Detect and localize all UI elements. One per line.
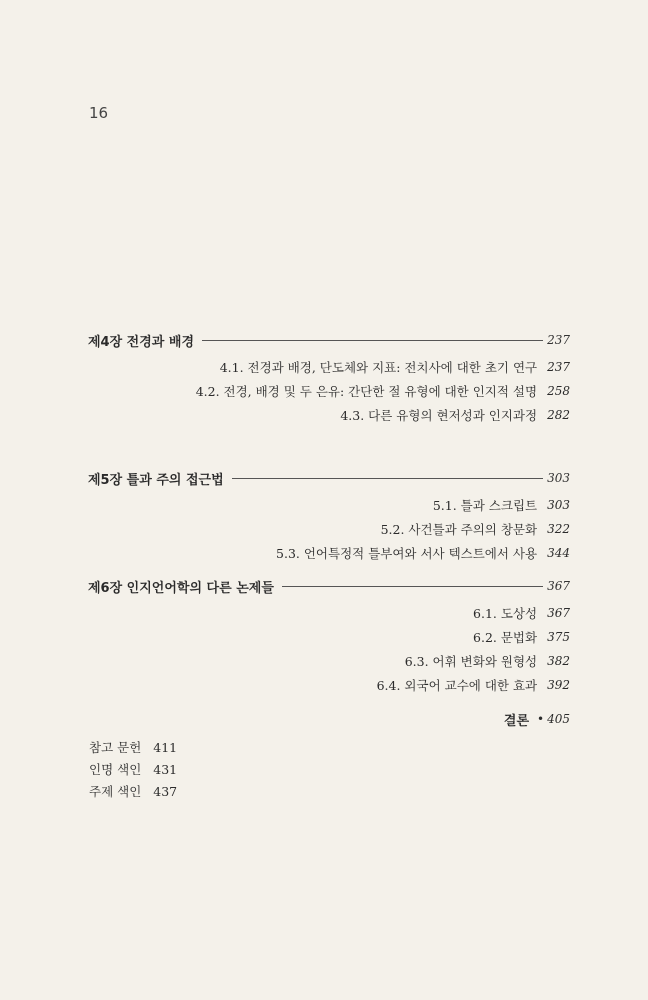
section-label: 5.3. 언어특정적 틀부여와 서사 텍스트에서 사용 <box>276 546 538 561</box>
section-label: 4.2. 전경, 배경 및 두 은유: 간단한 절 유형에 대한 인지적 설명 <box>195 384 538 399</box>
back-matter-page: 431 <box>153 761 178 777</box>
section-label: 4.3. 다른 유형의 현저성과 인지과정 <box>340 408 538 423</box>
section-label: 6.1. 도상성 <box>473 606 538 621</box>
section-6-4[interactable] <box>377 674 570 696</box>
back-matter-name-index[interactable] <box>89 759 177 779</box>
leader-line <box>282 586 543 587</box>
chapter-page: 367 <box>547 579 570 593</box>
section-page: 303 <box>547 498 570 512</box>
back-matter-references[interactable] <box>89 737 177 757</box>
conclusion-title: 결론 <box>503 713 530 729</box>
section-page: 367 <box>547 606 570 620</box>
section-label: 6.3. 어휘 변화와 원형성 <box>404 654 538 669</box>
back-matter-label: 참고 문헌 <box>89 740 142 755</box>
section-6-1[interactable] <box>473 602 570 624</box>
leader-line <box>202 340 543 341</box>
section-6-2[interactable] <box>473 626 570 648</box>
chapter-title: 제6장 인지언어학의 다른 논제들 <box>88 580 274 596</box>
section-label: 6.4. 외국어 교수에 대한 효과 <box>376 678 538 693</box>
section-4-2[interactable] <box>196 380 570 402</box>
section-page: 375 <box>547 630 570 644</box>
section-5-3[interactable] <box>276 542 570 564</box>
section-page: 237 <box>547 360 570 374</box>
conclusion-entry[interactable] <box>504 708 570 730</box>
back-matter-label: 인명 색인 <box>89 762 142 777</box>
back-matter-label: 주제 색인 <box>89 784 142 799</box>
leader-line <box>232 478 543 479</box>
section-page: 322 <box>547 522 570 536</box>
page-number: 16 <box>89 104 109 122</box>
chapter-title: 제5장 틀과 주의 접근법 <box>88 472 224 488</box>
section-label: 5.1. 틀과 스크립트 <box>432 498 538 513</box>
section-5-1[interactable] <box>433 494 570 516</box>
section-page: 282 <box>547 408 570 422</box>
section-6-3[interactable] <box>405 650 570 672</box>
section-label: 5.2. 사건틀과 주의의 창문화 <box>380 522 538 537</box>
section-label: 6.2. 문법화 <box>473 630 538 645</box>
section-4-3[interactable] <box>340 404 570 426</box>
section-4-1[interactable] <box>220 356 570 378</box>
chapter-page: 303 <box>547 471 570 485</box>
bullet-dot: • <box>537 712 545 726</box>
chapter-5-heading[interactable] <box>88 467 570 489</box>
section-page: 344 <box>547 546 570 560</box>
back-matter-page: 411 <box>153 739 178 755</box>
section-page: 382 <box>547 654 570 668</box>
conclusion-page: 405 <box>547 712 570 726</box>
section-label: 4.1. 전경과 배경, 단도체와 지표: 전치사에 대한 초기 연구 <box>219 360 538 375</box>
section-page: 258 <box>547 384 570 398</box>
back-matter-subject-index[interactable] <box>89 781 177 801</box>
section-page: 392 <box>547 678 570 692</box>
chapter-page: 237 <box>547 333 570 347</box>
chapter-title: 제4장 전경과 배경 <box>88 334 195 350</box>
back-matter-page: 437 <box>153 783 178 799</box>
chapter-4-heading[interactable] <box>88 329 570 351</box>
section-5-2[interactable] <box>381 518 570 540</box>
chapter-6-heading[interactable] <box>88 575 570 597</box>
